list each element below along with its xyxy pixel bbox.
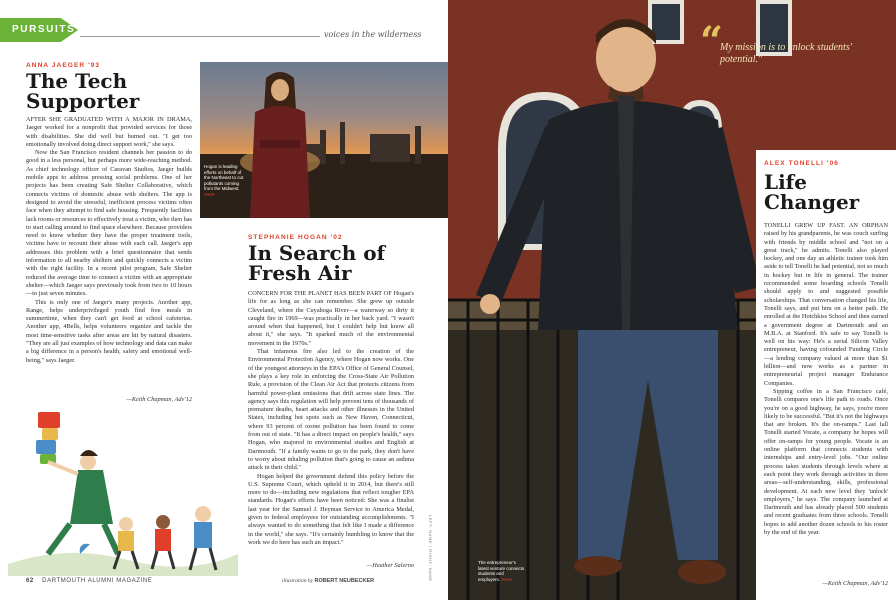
jaeger-headline-line2: Supporter	[26, 89, 140, 113]
tonelli-headline-line1: Life	[764, 170, 807, 194]
pull-quote: My mission is to unlock students' potential."	[720, 42, 852, 65]
jaeger-body	[26, 116, 192, 365]
photo-credit: LEFT: NAME / RIGHT: NAME	[428, 515, 433, 582]
hogan-body	[248, 290, 414, 547]
jaeger-paragraph: This is only one of Jaeger's many projects. Another app, Range, helps underprivileged youth find free meals in summertime, when they can't get food at school cafeterias. Another app, 4Bells, helps volunteers organize and tackle the most time-sensitive tasks after areas are hit by natural disasters. "They are all just examples of how technology and data can make a big difference in a person's health, safety and emotional well-being," says Jaeger.	[26, 298, 192, 364]
section-label: voices in the wilderness	[320, 30, 425, 39]
mother-and-children-illustration	[8, 404, 238, 576]
jaeger-kicker: ANNA JAEGER '93	[26, 62, 101, 69]
hogan-paragraph: Hogan helped the government defend this policy before the U.S. Supreme Court, which upheld it in 2014, but there's still more to do—including new regulations that reflect tougher EPA standards. Hogan's efforts have been noticed: She was a finalist last year for the Samuel J. Heyman Service to America Medal, given to federal employees for outstanding accomplishments. "I always wanted to do something that felt like I made a difference in the world," she says. "It's certainly humbling to know that the work we do here has such an impact."	[248, 472, 414, 546]
tonelli-caption-text: The entrepreneur's latest venture connects students and employers.	[478, 560, 525, 582]
hogan-headline	[248, 243, 385, 283]
illustrator-name: ROBERT NEUBECKER	[314, 578, 375, 584]
jaeger-headline-line1: The Tech	[26, 69, 128, 93]
tonelli-headline	[764, 172, 859, 212]
tonelli-paragraph: TONELLI GREW UP FAST. AN ORPHAN raised by his grandparents, he was couch surfing with friends by middle school and "not on a great track," he admits. Tonelli also played hockey, and one day an athletic trainer took him aside to tell Tonelli he had potential, not so much in hockey but in life in general. The trainer recommended some boarding schools Tonelli should apply to and suggested possible scholarships. That conversation changed his life, Tonelli says, and put him on a better path. He enrolled at the Hotchkiss School and then earned a government degree at Dartmouth and an M.B.A. at Stanford. It's safe to say Tonelli is well on his way: He's a serial Silicon Valley entrepreneur, having cofounded Funding Circle—a lending company valued at more than $1 billion—and now works as a partner in entrepreneurial project manager Endurance Companies.	[764, 222, 888, 387]
hogan-kicker: STEPHANIE HOGAN '02	[248, 234, 343, 241]
jaeger-paragraph: AFTER SHE GRADUATED WITH A MAJOR IN DRAMA, Jaeger worked for a nonprofit that provided services for those with disabilities. She did well but burned out. "I get too emotionally involved doing direct support work," she says.	[26, 116, 192, 148]
hogan-photo-caption	[204, 164, 246, 198]
hogan-caption-arrow: >>>>	[204, 191, 215, 197]
jaeger-paragraph: Now the San Francisco resident channels her passion to do good in a less personal, but perhaps more wide-reaching method. As chief technology officer of Caravan Studios, Jaeger builds mobile apps to address pressing social problems. One of her projects has been creating Safe Shelter Collaborative, which connects victims of domestic abuse with shelters. The app is designed to avoid the stressful, inefficient process victims often face when they attempt to find safe housing. Frequently facilities lack rooms or resources to effectively treat a victim, who then has to start calling around to find space elsewhere. Because providers need to know whether they have the proper treatment tools, victims have to recount their abuse with each call. Jaeger's app addresses this problem with a brief questionnaire that sends information to all nearby shelters and quickly connects a victim with the right facility. In a recent pilot program, Safe Shelter reduced the average time to connect a victim with an appropriate shelter—which Jaeger says previously took from two to 10 hours—to just seven minutes.	[26, 149, 192, 298]
hogan-headline-line1: In Search of	[248, 241, 386, 265]
magazine-name: DARTMOUTH ALUMNI MAGAZINE	[42, 578, 153, 584]
hogan-paragraph: CONCERN FOR THE PLANET HAS BEEN PART OF Hogan's life for as long as she can remember. She grew up outside Cleveland, where the Cuyahoga River—a waterway so dirty it caught fire in 1969—was practically in her back yard. "I wasn't around when that happened, but I couldn't help but know all about it," she says. "It sparked much of the environmental movement in the 1970s."	[248, 290, 414, 347]
tonelli-article-panel	[756, 150, 896, 600]
illustration-credit	[282, 578, 374, 584]
hogan-paragraph: That infamous fire also led to the creation of the Environmental Protection Agency, where Hogan now works. One of the youngest attorneys in the EPA's Office of General Counsel, she plays a key role in enforcing the Cross-State Air Pollution Rule, a provision of the Clean Air Act that protects citizens from harmful power-plant emissions that drift across state lines. The agency says this regulation will help prevent tens of thousands of premature deaths, heart attacks and other illnesses in the United States, including hot spots such as New Haven, Connecticut, where 93 percent of ozone pollution has been found to come from out of state. "It has a direct impact on people's health," says Hogan, who majored in environmental studies and English at Dartmouth. "If a family wants to go to the park, they don't have to worry about inhaling pollution that's going to cause an asthma attack in their child."	[248, 348, 414, 472]
jaeger-headline	[26, 71, 139, 111]
hogan-caption-text: Hogan is leading efforts on behalf of the Northeast to cut pollutants coming from the Midwest.	[204, 164, 244, 192]
hogan-signature: —Heather Salerno	[366, 562, 414, 569]
section-tab-label: PURSUITS	[12, 24, 76, 35]
jaeger-signature: —Keith Chapman, Adv'12	[126, 396, 192, 403]
quote-mark-icon: “	[700, 18, 724, 65]
hogan-headline-line2: Fresh Air	[248, 261, 352, 285]
tonelli-signature: —Keith Chapman, Adv'12	[822, 580, 888, 587]
tonelli-caption-arrow: >>>>	[501, 576, 512, 582]
page-folio	[26, 578, 152, 584]
tonelli-kicker: ALEX TONELLI '06	[764, 160, 840, 167]
illustration-prefix: illustration by	[282, 578, 314, 584]
page-number: 62	[26, 578, 34, 584]
tonelli-photo-caption	[478, 560, 526, 582]
tonelli-headline-line2: Changer	[764, 190, 860, 214]
tonelli-paragraph: Sipping coffee in a San Francisco café, Tonelli compares one's life path to roads. Once you're on a good highway, he says, you're more likely to be successful. "But it's not the highways that are broken. It's the on-ramps." Last fall Tonelli started Vocate, a company he hopes will offer on-ramps for young people. Vocate is an online platform that connects students with internships and entry-level jobs. "Our online process takes students through levels where at each point they work through activities in three areas—self-understanding, skills, professional development. At each new level they 'unlock' employers," he says. The company launched at Dartmouth and has already placed 500 students and recent graduates from three schools. Tonelli hopes to add another dozen schools to his roster by the end of the year.	[764, 387, 888, 536]
tonelli-body	[764, 222, 888, 537]
